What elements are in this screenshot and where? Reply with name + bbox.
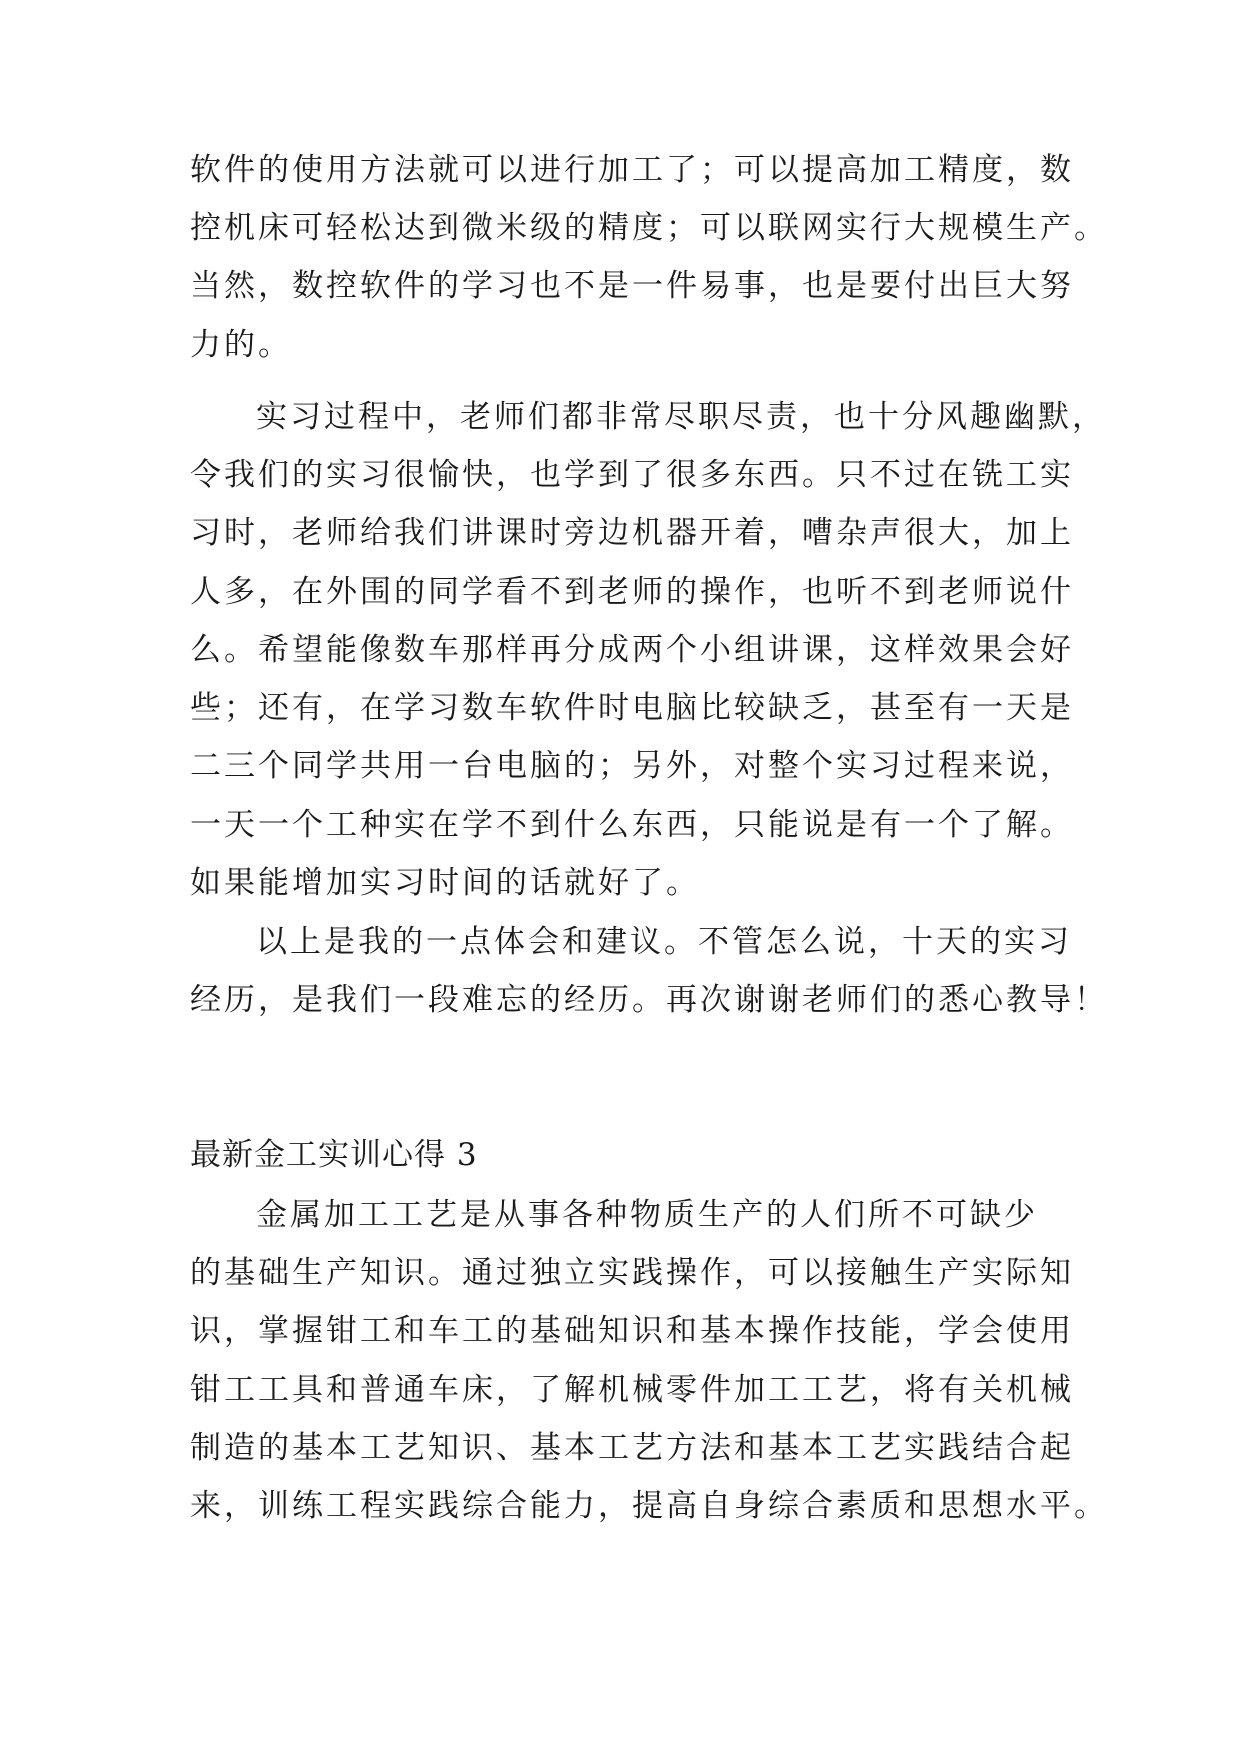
paragraph-line: 当然，数控软件的学习也不是一件易事，也是要付出巨大努 <box>190 268 1074 304</box>
paragraph-line: 二三个同学共用一台电脑的；另外，对整个实习过程来说， <box>190 748 1074 784</box>
paragraph-line: 制造的基本工艺知识、基本工艺方法和基本工艺实践结合起 <box>190 1430 1074 1466</box>
paragraph-line: 经历，是我们一段难忘的经历。再次谢谢老师们的悉心教导！ <box>190 982 1108 1018</box>
paragraph-line: 如果能增加实习时间的话就好了。 <box>190 865 700 901</box>
paragraph-line: 实习过程中，老师们都非常尽职尽责，也十分风趣幽默， <box>256 399 1106 435</box>
paragraph-line: 些；还有，在学习数车软件时电脑比较缺乏，甚至有一天是 <box>190 690 1074 726</box>
paragraph-line: 识，掌握钳工和车工的基础知识和基本操作技能，学会使用 <box>190 1313 1074 1349</box>
paragraph-line: 以上是我的一点体会和建议。不管怎么说，十天的实习 <box>256 924 1072 960</box>
paragraph-line: 金属加工工艺是从事各种物质生产的人们所不可缺少 <box>256 1197 1038 1233</box>
paragraph-line: 控机床可轻松达到微米级的精度；可以联网实行大规模生产。 <box>190 210 1108 246</box>
paragraph-line: 来，训练工程实践综合能力，提高自身综合素质和思想水平。 <box>190 1488 1108 1524</box>
paragraph-line: 钳工工具和普通车床，了解机械零件加工工艺，将有关机械 <box>190 1372 1074 1408</box>
paragraph-line: 令我们的实习很愉快，也学到了很多东西。只不过在铣工实 <box>190 457 1074 493</box>
paragraph-line: 软件的使用方法就可以进行加工了；可以提高加工精度，数 <box>190 152 1074 188</box>
paragraph-line: 么。希望能像数车那样再分成两个小组讲课，这样效果会好 <box>190 632 1074 668</box>
paragraph-line: 的基础生产知识。通过独立实践操作，可以接触生产实际知 <box>190 1255 1074 1291</box>
section-heading: 最新金工实训心得 3 <box>190 1137 478 1173</box>
paragraph-line: 人多，在外围的同学看不到老师的操作，也听不到老师说什 <box>190 574 1074 610</box>
paragraph-line: 习时，老师给我们讲课时旁边机器开着，嘈杂声很大，加上 <box>190 515 1074 551</box>
paragraph-line: 一天一个工种实在学不到什么东西，只能说是有一个了解。 <box>190 807 1074 843</box>
paragraph-line: 力的。 <box>190 327 292 363</box>
